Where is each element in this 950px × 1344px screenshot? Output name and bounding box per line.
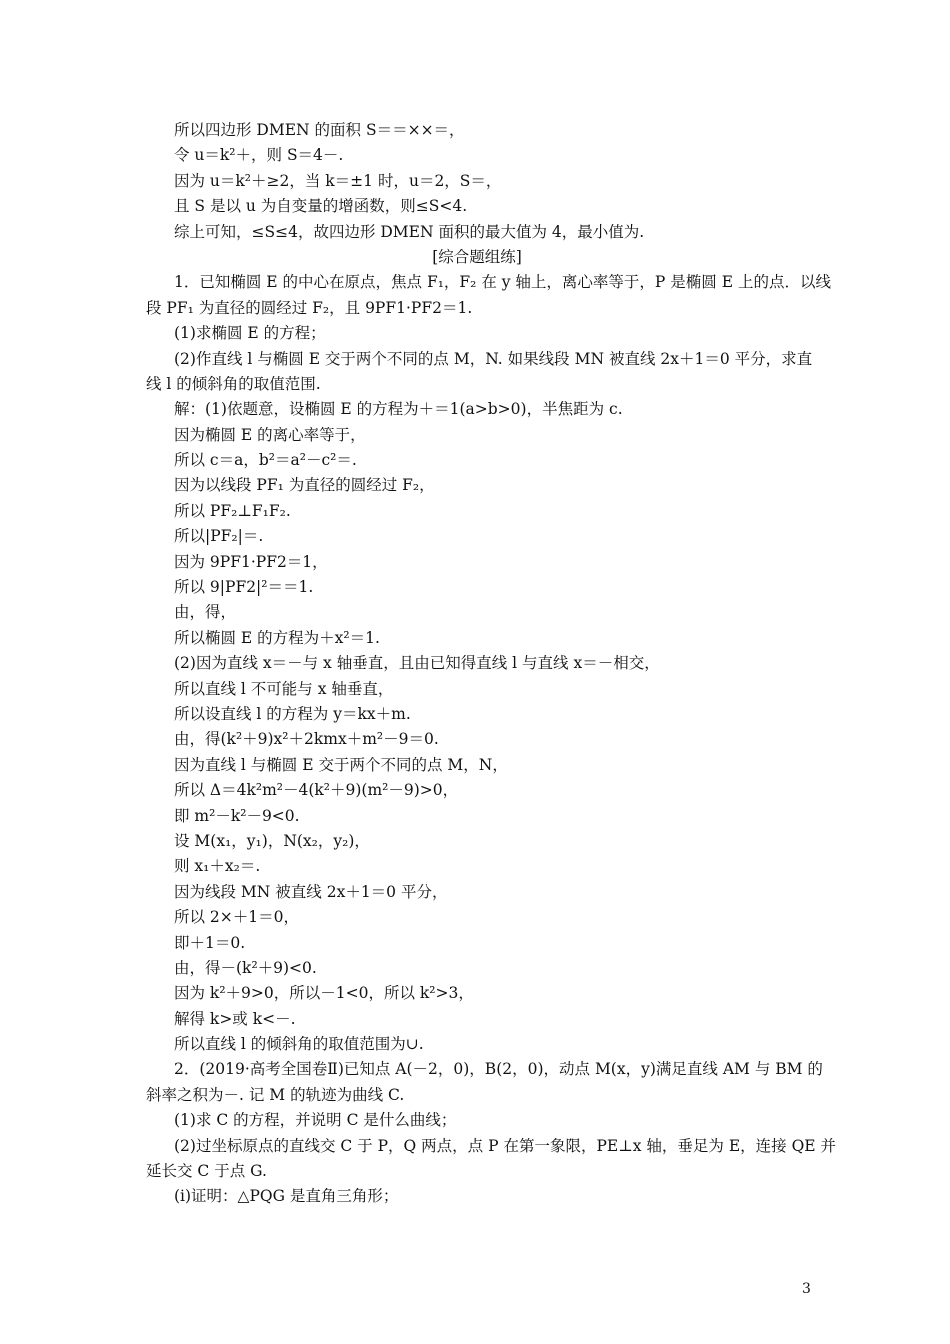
text-line: 1．已知椭圆 E 的中心在原点，焦点 F₁，F₂ 在 y 轴上，离心率等于，P 是椭圆 E 上的点．以线 [174,273,831,292]
problem-2 [146,1057,837,1209]
text-line: 令 u＝k²＋，则 S＝4－. [174,146,344,165]
text-line: 设 M(x₁，y₁)，N(x₂，y₂)， [174,831,370,850]
text-line: 因为 k²＋9>0，所以－1<0，所以 k²>3， [174,984,474,1003]
text-line: 所以设直线 l 的方程为 y＝kx＋m. [174,704,411,723]
text-line: 因为直线 l 与椭圆 E 交于两个不同的点 M，N， [174,755,508,774]
text-line: (ⅰ)证明：△PQG 是直角三角形； [174,1187,399,1206]
text-line: 所以 PF₂⊥F₁F₂. [174,501,291,520]
text-line: (1)求 C 的方程，并说明 C 是什么曲线； [174,1111,457,1130]
text-line: (2)作直线 l 与椭圆 E 交于两个不同的点 M，N. 如果线段 MN 被直线 2x＋1＝0 平分，求直 [174,349,813,368]
text-line: 所以 9|PF2|²＝＝1. [174,578,314,597]
section-title: [综合题组练] [432,247,522,266]
text-line: (2)过坐标原点的直线交 C 于 P，Q 两点，点 P 在第一象限，PE⊥x 轴，垂足为 E，连接 QE 并 [174,1136,837,1155]
text-line: 因为 9PF1·PF2＝1， [174,552,328,571]
text-line: 由，得(k²＋9)x²＋2kmx＋m²－9＝0. [174,730,439,749]
text-line: 段 PF₁ 为直径的圆经过 F₂，且 9PF1·PF2＝1. [146,298,473,317]
text-line: 解得 k>或 k<－. [174,1009,296,1028]
problem-1 [146,270,831,1057]
text-line: 斜率之积为－. 记 M 的轨迹为曲线 C. [146,1085,405,1104]
text-line: 线 l 的倾斜角的取值范围. [146,374,321,393]
text-line: 因为 u＝k²＋≥2，当 k＝±1 时，u＝2，S＝， [174,171,502,190]
text-line: 即＋1＝0. [174,933,246,952]
text-line: 即 m²－k²－9<0. [174,806,300,825]
text-line: 解：(1)依题意，设椭圆 E 的方程为＋＝1(a>b>0)，半焦距为 c. [174,400,623,419]
text-line: 因为线段 MN 被直线 2x＋1＝0 平分， [174,882,448,901]
text-line: (1)求椭圆 E 的方程； [174,324,326,343]
text-line: 由，得， [174,603,237,622]
text-line: 且 S 是以 u 为自变量的增函数，则≤S<4. [174,197,468,216]
text-line: 因为椭圆 E 的离心率等于， [174,425,366,444]
text-line: 所以 2×＋1＝0， [174,908,299,927]
text-line: 综上可知，≤S≤4，故四边形 DMEN 面积的最大值为 4，最小值为. [174,222,645,241]
text-line: 因为以线段 PF₁ 为直径的圆经过 F₂， [174,476,435,495]
text-line: 所以 c＝a，b²＝a²－c²＝. [174,451,357,470]
text-line: 所以|PF₂|＝. [174,527,264,546]
text-line: 所以直线 l 不可能与 x 轴垂直， [174,679,394,698]
text-line: 则 x₁＋x₂＝. [174,857,261,876]
text-line: 2．(2019·高考全国卷Ⅱ)已知点 A(－2，0)，B(2，0)，动点 M(x，y)满足直线 AM 与 BM 的 [174,1060,823,1079]
text-line: 所以四边形 DMEN 的面积 S＝＝××＝， [174,121,465,139]
text-line: 所以直线 l 的倾斜角的取值范围为∪. [174,1035,424,1054]
text-line: 延长交 C 于点 G. [146,1162,267,1181]
solution-continuation [146,118,808,245]
page-content [146,118,837,1210]
text-line: 所以椭圆 E 的方程为＋x²＝1. [174,628,380,647]
text-line: 由，得－(k²＋9)<0. [174,958,317,977]
text-line: 所以 Δ＝4k²m²－4(k²＋9)(m²－9)>0， [174,781,459,800]
text-line: (2)因为直线 x＝－与 x 轴垂直，且由已知得直线 l 与直线 x＝－相交， [174,654,660,673]
page-number: 3 [802,1281,811,1297]
